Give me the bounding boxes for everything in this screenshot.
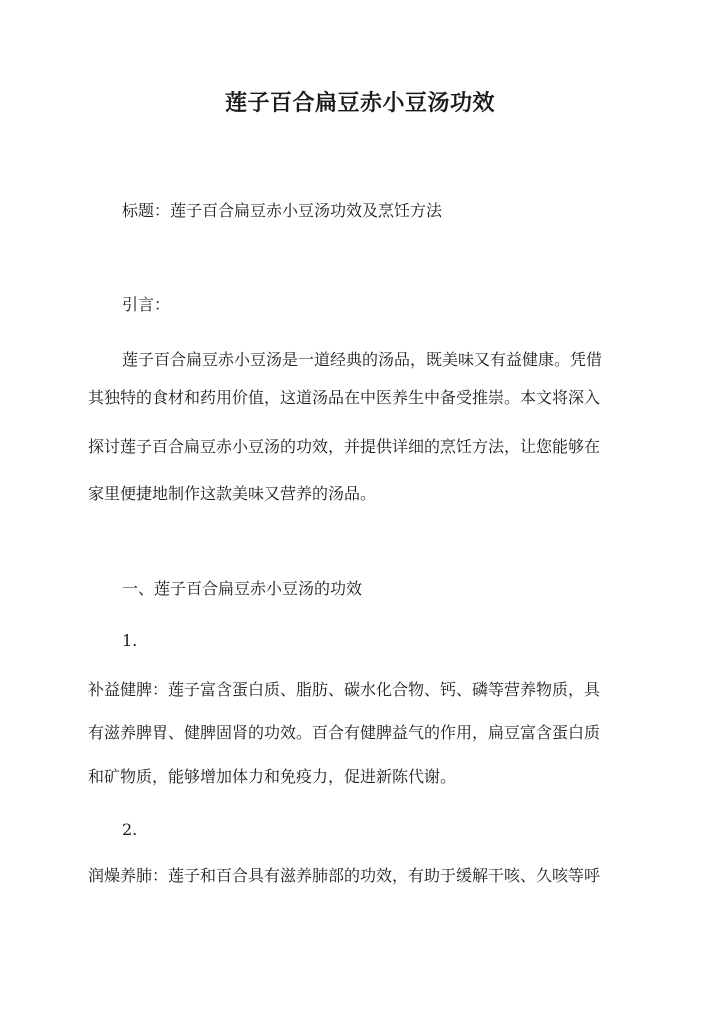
intro-heading: 引言：: [122, 295, 171, 314]
document-title: 莲子百合扁豆赤小豆汤功效: [224, 90, 495, 116]
intro-line-1: 莲子百合扁豆赤小豆汤是一道经典的汤品，既美味又有益健康。凭借: [122, 350, 603, 369]
item-2-number: 2.: [122, 820, 138, 839]
item-1-line-1: 补益健脾：莲子富含蛋白质、脂肪、碳水化合物、钙、磷等营养物质，具: [88, 680, 601, 699]
item-1-line-3: 和矿物质，能够增加体力和免疫力，促进新陈代谢。: [88, 767, 457, 786]
item-2-line-1: 润燥养肺：莲子和百合具有滋养肺部的功效，有助于缓解干咳、久咳等呼: [88, 866, 601, 885]
intro-line-2: 其独特的食材和药用价值，这道汤品在中医养生中备受推崇。本文将深入: [88, 388, 601, 407]
section-1-heading: 一、莲子百合扁豆赤小豆汤的功效: [122, 579, 363, 598]
subtitle-line: 标题：莲子百合扁豆赤小豆汤功效及烹饪方法: [122, 201, 443, 220]
item-1-line-2: 有滋养脾胃、健脾固肾的功效。百合有健脾益气的作用，扁豆富含蛋白质: [88, 723, 601, 742]
item-1-number: 1.: [122, 631, 138, 650]
intro-line-3: 探讨莲子百合扁豆赤小豆汤的功效，并提供详细的烹饪方法，让您能够在: [88, 437, 601, 456]
intro-line-4: 家里便捷地制作这款美味又营养的汤品。: [88, 484, 377, 503]
